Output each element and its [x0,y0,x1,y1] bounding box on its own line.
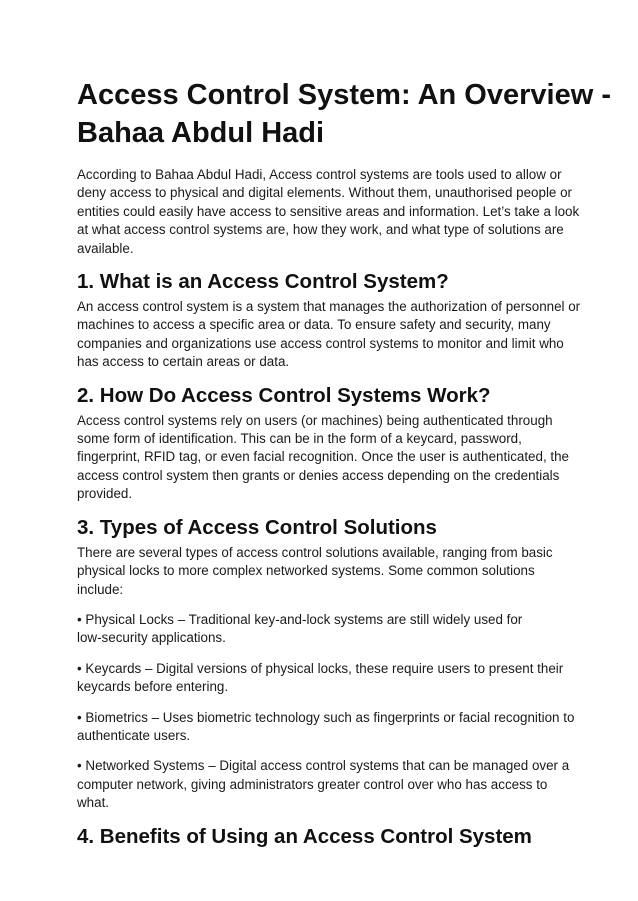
section-heading-how-work: 2. How Do Access Control Systems Work? [77,383,491,407]
text-line: • Physical Locks – Traditional key-and-lock systems are still widely used for [77,611,523,627]
text-line: machines to access a specific area or data. To ensure safety and security, many [77,317,551,333]
text-line: authenticate users. [77,727,191,743]
section-heading-types: 3. Types of Access Control Solutions [77,515,437,539]
bullet-item [77,611,568,648]
text-line: fingerprint, RFID tag, or even facial recognition. Once the user is authenticated, the [77,449,570,465]
title-line: Access Control System: An Overview - [77,79,611,111]
text-line: An access control system is a system that manages the authorization of personnel or [77,299,581,315]
section-paragraph [77,544,568,599]
text-line: According to Bahaa Abdul Hadi, Access control systems are tools used to allow or [77,167,562,182]
text-line: has access to certain areas or data. [77,354,290,370]
text-line: physical locks to more complex networked systems. Some common solutions [77,563,535,579]
text-line: low-security applications. [77,630,226,646]
bullet-item [77,757,568,812]
text-line: provided. [77,486,133,502]
text-line: computer network, giving administrators greater control over who has access to [77,776,548,792]
text-line: at what access control systems are, how they work, and what type of solutions are [77,222,564,238]
bullet-item [77,709,575,746]
bullet-item [77,660,568,697]
section-paragraph [77,298,581,372]
page-title [77,76,611,152]
text-line: available. [77,240,134,256]
text-line: access control system then grants or denies access depending on the credentials [77,467,560,483]
section-paragraph [77,412,568,504]
text-line: Access control systems rely on users (or machines) being authenticated through [77,412,553,428]
text-line: keycards before entering. [77,679,229,695]
text-line: companies and organizations use access control systems to monitor and limit who [77,335,564,351]
text-line: • Networked Systems – Digital access control systems that can be managed over a [77,758,570,774]
text-line: deny access to physical and digital elements. Without them, unauthorised people or [77,185,572,201]
text-line: what. [77,795,110,811]
text-line: entities could easily have access to sensitive areas and information. Let’s take a look [77,203,580,219]
section-heading-what-is: 1. What is an Access Control System? [77,270,449,294]
text-line: • Keycards – Digital versions of physical locks, these require users to present their [77,660,564,676]
text-line: There are several types of access control solutions available, ranging from basic [77,544,553,560]
intro-paragraph [77,166,580,258]
title-line: Bahaa Abdul Hadi [77,117,325,149]
text-line: some form of identification. This can be in the form of a keycard, password, [77,431,522,447]
text-line: • Biometrics – Uses biometric technology such as fingerprints or facial recognition to [77,709,575,725]
section-heading-benefits: 4. Benefits of Using an Access Control System [77,824,532,848]
text-line: include: [77,581,124,597]
